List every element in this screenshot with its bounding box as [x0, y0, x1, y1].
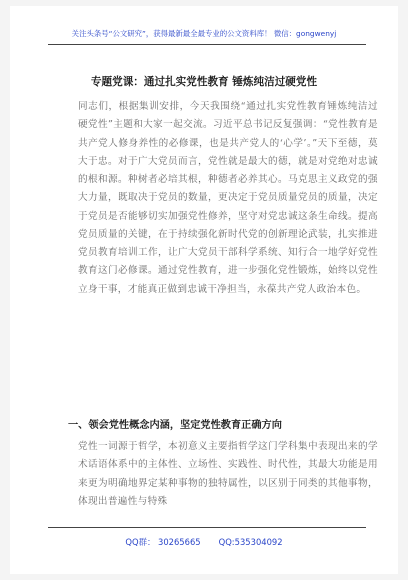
document-page	[10, 6, 398, 574]
intro-paragraph: 同志们，根据集训安排，今天我围绕“通过扎实党性教育锤炼纯洁过硬党性”主题和大家一起交流。习近平总书记反复强调：“党性教育是共产党人修身养性的必修课，也是共产党人的‘心学’。”天下至德，莫大于忠。对于广大党员而言，党性就是最大的德，就是对党绝对忠诚的根和源。种树者必培其根，种德者必养其心。马克思主义政党的强大力量，既取决于党员的数量，更决定于党员质量党员的质量，决定于党员是否能够切实加强党性修养，坚守对党忠诚这条生命线。提高党员质量的关键，在于持续强化新时代党的创新理论武装，扎实推进党员教育培训工作，让广大党员干部科学系统、知行合一地学好党性教育这门必修课。通过党性教育，进一步强化党性锻炼，始终以党性立身干事，才能真正做到忠诚干净担当，永葆共产党人政治本色。	[78, 101, 378, 295]
footer-divider	[48, 527, 366, 528]
section-heading: 一、领会党性概念内涵，坚定党性教育正确方向	[68, 420, 282, 431]
footer-qq-group: QQ群： 30265665	[125, 537, 201, 547]
document-title: 专题党课：通过扎实党性教育 锤炼纯洁过硬党性	[90, 76, 318, 88]
footer-contact	[10, 536, 398, 548]
footer-qq: QQ:535304092	[218, 537, 283, 547]
header-divider	[48, 44, 366, 45]
header-notice: 关注头条号“公文研究”，获得最新最全最专业的公文资料库！ 微信：gongwenyj	[71, 29, 337, 38]
section-paragraph: 党性一词源于哲学，本初意义主要指哲学这门学科集中表现出来的学术话语体系中的主体性、立场性、实践性、时代性，其最大功能是用来更为明确地界定某种事物的独特属性，以区别于同类的其他事物，体现出普遍性与特殊	[78, 441, 378, 507]
